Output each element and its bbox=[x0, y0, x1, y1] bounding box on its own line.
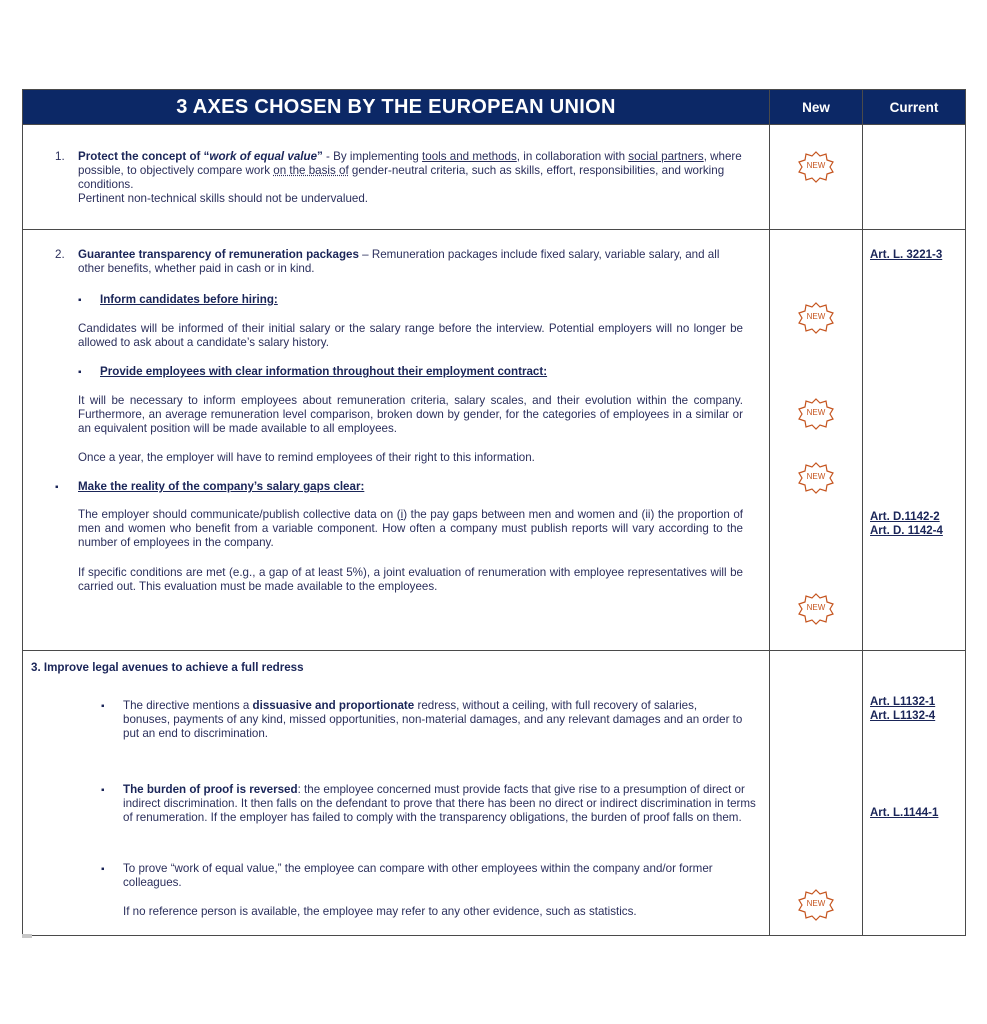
axis-1-new-cell bbox=[770, 125, 863, 230]
axis-3-bullet-1 bbox=[123, 699, 743, 741]
axis-3-b2-bold: The burden of proof is reversed bbox=[123, 783, 298, 796]
axis-3-current-cell bbox=[863, 651, 966, 936]
axis-3-b1-a: The directive mentions a bbox=[123, 699, 253, 712]
new-badge bbox=[797, 462, 835, 494]
axis-3-b1-bold: dissuasive and proportionate bbox=[252, 699, 415, 712]
axis-3-b1-c: redress, without a ceiling, with full recovery of salaries, bonuses, payments of any kind, missed opportunities, non-material damages, and any relevant damages and an order to put an end to discrimination. bbox=[123, 699, 743, 740]
axis-3-title: 3. Improve legal avenues to achieve a full redress bbox=[31, 661, 304, 674]
new-badge-label: NEW bbox=[806, 408, 826, 417]
article-link-l1144-1[interactable]: Art. L.1144-1 bbox=[870, 807, 939, 819]
axis-3-bullet-2 bbox=[123, 783, 763, 825]
axis-2-row bbox=[23, 230, 966, 651]
axis-3-description-cell bbox=[23, 651, 770, 936]
sub3-text2: If specific conditions are met (e.g., a gap of at least 5%), a joint evaluation of renumeration with employee representatives will be carried out. This evaluation must be made available to the employees. bbox=[78, 566, 743, 593]
axis-2-new-cell bbox=[770, 230, 863, 651]
page-corner-marker bbox=[22, 934, 32, 938]
axis-1-number: 1. bbox=[55, 150, 65, 163]
axis-3-bullet-3: To prove “work of equal value,” the employee can compare with other employees within the company and/or former colleagues. bbox=[123, 862, 713, 889]
axis-1-t2: , in collaboration with bbox=[516, 150, 629, 163]
article-link-l1132-1[interactable]: Art. L1132-1 bbox=[870, 696, 936, 708]
new-badge bbox=[797, 302, 835, 334]
table-title: 3 AXES CHOSEN BY THE EUROPEAN UNION bbox=[23, 90, 770, 125]
axis-3-bullet-3-note: If no reference person is available, the employee may refer to any other evidence, such as statistics. bbox=[123, 905, 637, 918]
column-header-new: New bbox=[770, 90, 863, 125]
axis-1-text bbox=[78, 150, 748, 206]
axis-1-link-partners: social partners bbox=[628, 150, 704, 163]
axis-2-title: Guarantee transparency of remuneration packages bbox=[78, 248, 359, 261]
axis-3-row bbox=[23, 651, 966, 936]
new-badge bbox=[797, 398, 835, 430]
axis-1-title-a: Protect the concept of “ bbox=[78, 150, 210, 163]
axis-2-description-cell bbox=[23, 230, 770, 651]
axis-1-t1: - By implementing bbox=[322, 150, 423, 163]
new-badge-label: NEW bbox=[806, 312, 826, 321]
new-badge-label: NEW bbox=[806, 899, 826, 908]
axis-1-current-cell bbox=[863, 125, 966, 230]
axis-1-basis: on the basis of bbox=[273, 164, 349, 177]
sub1-text: Candidates will be informed of their initial salary or the salary range before the interview. Potential employers will no longer be allowed to ask about a candidate’s salary history. bbox=[78, 322, 743, 349]
sub2-text2: Once a year, the employer will have to remind employees of their right to this information. bbox=[78, 451, 535, 464]
sub-heading-inform-candidates: Inform candidates before hiring: bbox=[100, 293, 278, 306]
axis-2-title-rest: – Remuneration packages include fixed salary, variable salary, and all other benefits, whether paid in cash or in kind. bbox=[78, 248, 720, 275]
sub-heading-clear-information: Provide employees with clear information throughout their employment contract: bbox=[100, 365, 548, 378]
axis-1-t4: gender-neutral criteria, such as skills, effort, responsibilities, and working conditions. bbox=[78, 164, 725, 191]
axis-1-link-tools: tools and methods bbox=[422, 150, 517, 163]
article-link-l3221-3[interactable]: Art. L. 3221-3 bbox=[870, 249, 943, 261]
bullet-icon: ▪ bbox=[101, 864, 105, 875]
axis-1-line2: Pertinent non-technical skills should not be undervalued. bbox=[78, 192, 369, 205]
sub2-text: It will be necessary to inform employees about remuneration criteria, salary scales, and their evolution within the company. Furthermore, an average remuneration level comparison, broken down by gender, for the categories of employees in a similar or an equivalent position will be made available to all employees. bbox=[78, 394, 743, 435]
axis-3-new-cell bbox=[770, 651, 863, 936]
sub3-text-i: i bbox=[400, 508, 404, 521]
axis-2-number: 2. bbox=[55, 248, 65, 261]
eu-axes-table bbox=[22, 89, 966, 936]
axis-1-row bbox=[23, 125, 966, 230]
article-link-d1142-4[interactable]: Art. D. 1142-4 bbox=[870, 525, 943, 537]
new-badge bbox=[797, 889, 835, 921]
sub3-text-b: ) the pay gaps between men and women and (ii) the proportion of men and women who benefit from a variable component. How often a company must publish reports will vary according to the number of employees in the company. bbox=[78, 508, 743, 549]
new-badge-label: NEW bbox=[806, 161, 826, 170]
axis-2-current-cell bbox=[863, 230, 966, 651]
bullet-icon: ▪ bbox=[101, 785, 105, 796]
sub-heading-salary-gaps: Make the reality of the company’s salary gaps clear: bbox=[78, 480, 365, 493]
new-badge-label: NEW bbox=[806, 472, 826, 481]
new-badge bbox=[797, 151, 835, 183]
bullet-icon: ▪ bbox=[55, 482, 59, 493]
article-link-d1142-2[interactable]: Art. D.1142-2 bbox=[870, 511, 940, 523]
axis-1-title-italic: work of equal value bbox=[209, 150, 318, 163]
article-link-l1132-4[interactable]: Art. L1132-4 bbox=[870, 710, 936, 722]
axis-2-intro bbox=[78, 248, 748, 276]
bullet-icon: ▪ bbox=[78, 295, 82, 306]
bullet-icon: ▪ bbox=[101, 701, 105, 712]
sub3-text bbox=[78, 508, 743, 550]
new-badge-label: NEW bbox=[806, 603, 826, 612]
axis-3-b2-text: : the employee concerned must provide facts that give rise to a presumption of direct or indirect discrimination. It then falls on the defendant to prove that there has been no direct or indirect discrimination in terms of renumeration. If the employer has failed to comply with the transparency obligations, the burden of proof falls on them. bbox=[123, 783, 756, 824]
axis-1-description-cell bbox=[23, 125, 770, 230]
new-badge bbox=[797, 593, 835, 625]
bullet-icon: ▪ bbox=[78, 367, 82, 378]
axis-1-title-c: ” bbox=[317, 150, 323, 163]
document-table-wrapper bbox=[22, 89, 962, 936]
axis-1-t3: , where possible, to objectively compare work bbox=[78, 150, 742, 177]
table-header-row bbox=[23, 90, 966, 125]
column-header-current: Current bbox=[863, 90, 966, 125]
sub3-text-a: The employer should communicate/publish collective data on ( bbox=[78, 508, 401, 521]
